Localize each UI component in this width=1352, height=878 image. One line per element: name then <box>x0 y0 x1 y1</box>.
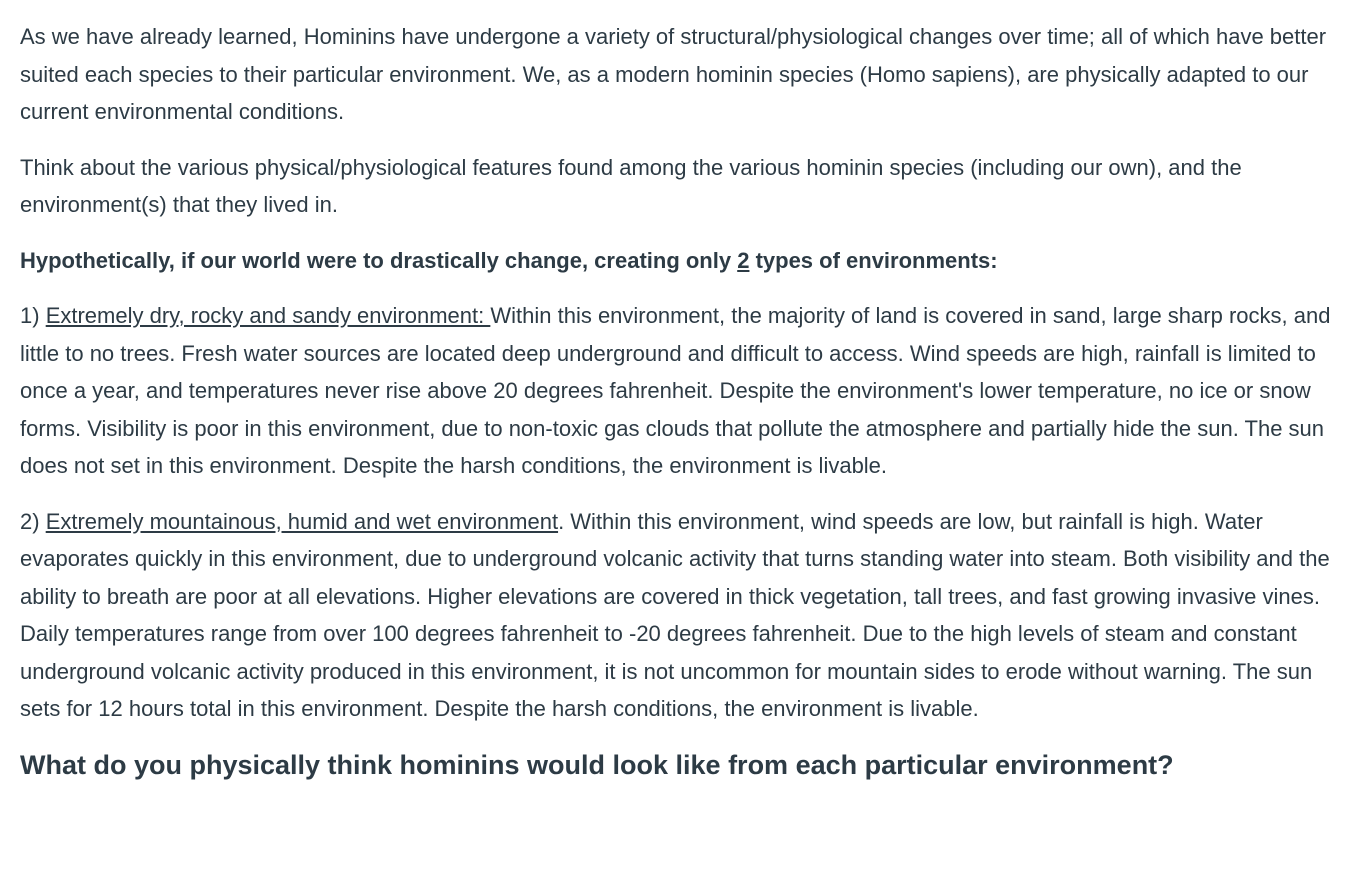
hypothetical-text-before: Hypothetically, if our world were to drastically change, creating only <box>20 247 738 273</box>
hypothetical-paragraph <box>20 242 1338 280</box>
environment-1-body: Within this environment, the majority of land is covered in sand, large sharp rocks, and little to no trees. Fresh water sources are located deep underground and difficult to access. Wind speeds are high, rainfall is limited to once a year, and temperatures never rise above 20 degrees fahrenheit. Despite the environment's lower temperature, no ice or snow forms. Visibility is poor in this environment, due to non-toxic gas clouds that pollute the atmosphere and partially hide the sun. The sun does not set in this environment. Despite the harsh conditions, the environment is livable. <box>20 303 1331 478</box>
think-paragraph: Think about the various physical/physiological features found among the various hominin species (including our own), and the environment(s) that they lived in. <box>20 154 1242 217</box>
hypothetical-text-after: types of environments: <box>749 247 998 273</box>
environment-1-prefix: 1) <box>20 303 46 328</box>
question-heading: What do you physically think hominins would look like from each particular environment? <box>20 749 1174 780</box>
environment-1-title: Extremely dry, rocky and sandy environment: <box>45 303 491 328</box>
environment-2-prefix: 2) <box>20 508 46 534</box>
environment-1-paragraph <box>20 297 1338 485</box>
environment-2-body: . Within this environment, wind speeds are low, but rainfall is high. Water evaporates quickly in this environment, due to underground volcanic activity that turns standing water into steam. Both visibility and the ability to breath are poor at all elevations. Higher elevations are covered in thick vegetation, tall trees, and fast growing invasive vines. Daily temperatures range from over 100 degrees fahrenheit to -20 degrees fahrenheit. Due to the high levels of steam and constant underground volcanic activity produced in this environment, it is not uncommon for mountain sides to erode without warning. The sun sets for 12 hours total in this environment. Despite the harsh conditions, the environment is livable. <box>20 508 1330 721</box>
environment-2-title: Extremely mountainous, humid and wet environment <box>45 508 559 534</box>
document-content <box>20 18 1338 782</box>
intro-paragraph: As we have already learned, Hominins have undergone a variety of structural/physiological changes over time; all of which have better suited each species to their particular environment. We, as a modern hominin species (Homo sapiens), are physically adapted to our current environmental conditions. <box>20 24 1327 124</box>
environment-2-paragraph <box>20 503 1338 728</box>
hypothetical-number: 2 <box>737 247 750 273</box>
